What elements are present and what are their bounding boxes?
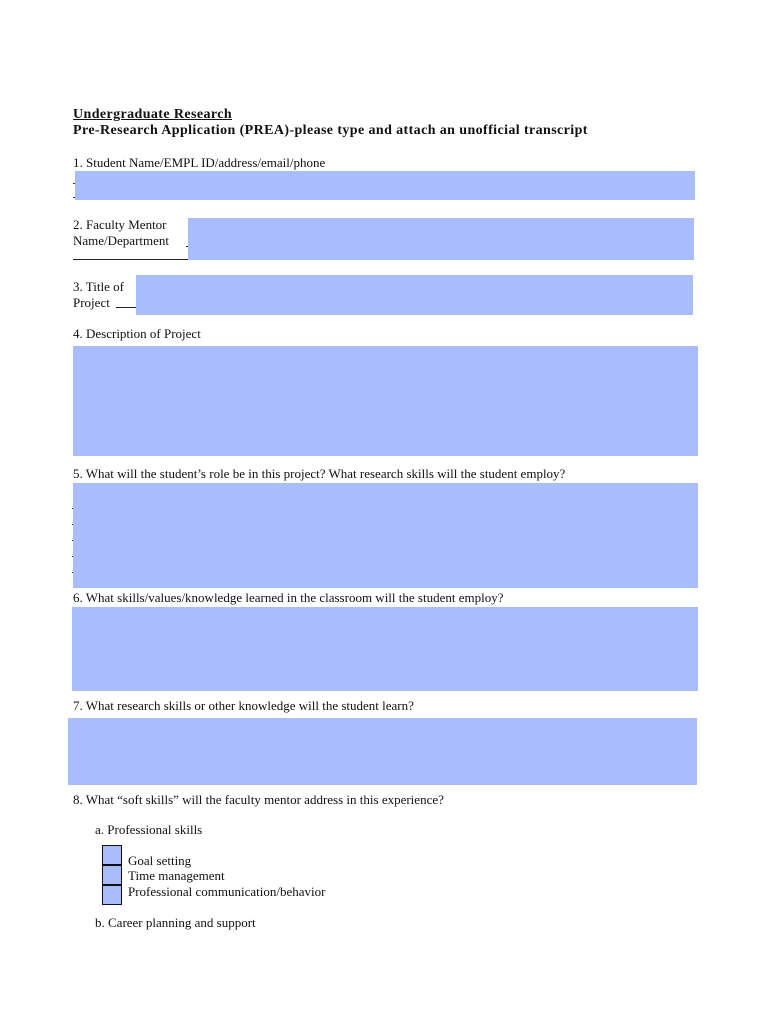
project-description-field[interactable]: [73, 346, 698, 456]
question-2-label-line1: 2. Faculty Mentor: [73, 217, 167, 232]
question-4-label: 4. Description of Project: [73, 326, 201, 341]
form-subtitle: Pre-Research Application (PREA)-please type and attach an unofficial transcript: [73, 123, 588, 138]
faculty-mentor-field[interactable]: [188, 218, 694, 260]
underline: [116, 307, 136, 308]
time-management-checkbox[interactable]: [102, 865, 122, 885]
question-8-label: 8. What “soft skills” will the faculty mentor address in this experience?: [73, 792, 444, 807]
form-title: Undergraduate Research: [73, 107, 233, 122]
professional-communication-checkbox[interactable]: [102, 885, 122, 905]
student-role-field[interactable]: [73, 483, 698, 588]
question-3-label-line2: Project: [73, 295, 110, 310]
professional-communication-label: Professional communication/behavior: [128, 884, 326, 899]
question-1-label: 1. Student Name/EMPL ID/address/email/phone: [73, 155, 326, 170]
professional-skills-label: a. Professional skills: [95, 822, 203, 837]
question-5-label: 5. What will the student’s role be in this project? What research skills will the student employ?: [73, 466, 566, 481]
question-3-label-line1: 3. Title of: [73, 279, 124, 294]
student-info-field[interactable]: [75, 171, 695, 200]
question-7-label: 7. What research skills or other knowledge will the student learn?: [73, 698, 414, 713]
goal-setting-label: Goal setting: [128, 853, 192, 868]
time-management-label: Time management: [128, 868, 225, 883]
classroom-skills-field[interactable]: [72, 607, 698, 691]
career-planning-label: b. Career planning and support: [95, 915, 256, 930]
question-2-label-line2: Name/Department: [73, 233, 170, 248]
goal-setting-checkbox[interactable]: [102, 845, 122, 865]
question-6-label: 6. What skills/values/knowledge learned in the classroom will the student employ?: [73, 590, 504, 605]
project-title-field[interactable]: [136, 275, 693, 315]
research-skills-learned-field[interactable]: [68, 718, 697, 785]
